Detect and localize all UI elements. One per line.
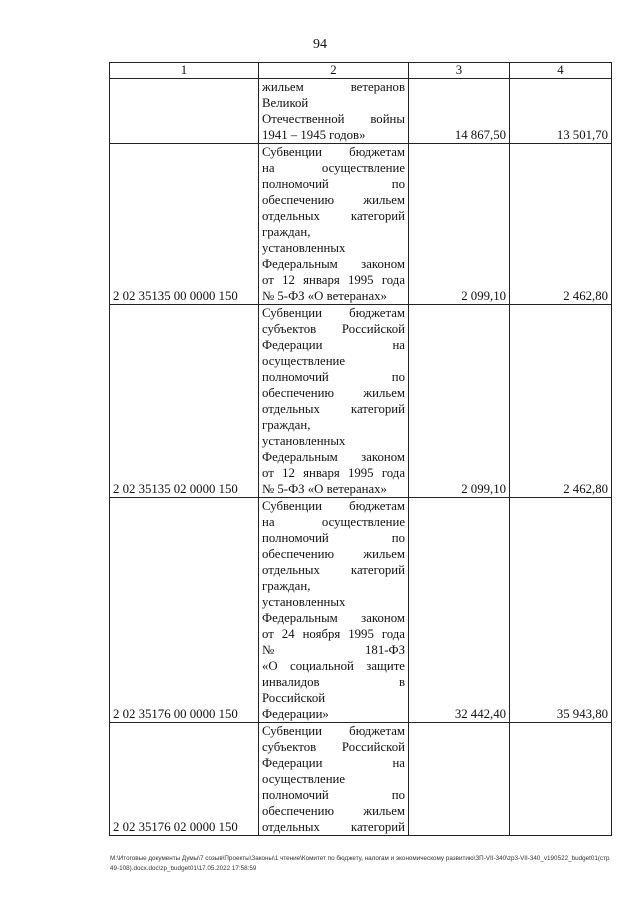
amount-col3-cell: 2 099,10	[409, 144, 510, 305]
description-cell	[259, 723, 409, 836]
description-line: отдельных категорий	[262, 402, 405, 416]
description-line: установленных	[262, 434, 346, 448]
amount-col3-cell	[409, 723, 510, 836]
table-body	[110, 79, 612, 836]
description-line: полномочий по	[262, 370, 405, 384]
description-line: обеспечению жильем	[262, 547, 405, 561]
description-line: Федеральным законом	[262, 611, 405, 625]
budget-table	[109, 62, 612, 836]
description-line: инвалидов в	[262, 675, 405, 689]
amount-col3-cell: 14 867,50	[409, 79, 510, 144]
table-row	[110, 498, 612, 723]
amount-col4-cell: 2 462,80	[510, 305, 612, 498]
description-line: № 181-ФЗ	[262, 643, 405, 657]
description-line: «О социальной защите	[262, 659, 405, 673]
description-line: граждан,	[262, 225, 311, 239]
description-line: на осуществление	[262, 161, 405, 175]
description-line: субъектов Российской	[262, 740, 405, 754]
budget-code-cell: 2 02 35135 00 0000 150	[110, 144, 259, 305]
description-line: отдельных категорий	[262, 209, 405, 223]
description-line: граждан,	[262, 418, 311, 432]
description-line: Российской	[262, 691, 326, 705]
description-line: 1941 – 1945 годов»	[262, 128, 366, 142]
description-line: Субвенции бюджетам	[262, 145, 405, 159]
budget-code-cell: 2 02 35176 00 0000 150	[110, 498, 259, 723]
description-line: полномочий по	[262, 788, 405, 802]
table-row	[110, 79, 612, 144]
description-line: полномочий по	[262, 531, 405, 545]
description-line: отдельных категорий	[262, 563, 405, 577]
description-line: Великой	[262, 96, 309, 110]
amount-col4-cell: 2 462,80	[510, 144, 612, 305]
description-line: обеспечению жильем	[262, 804, 405, 818]
description-line: установленных	[262, 595, 346, 609]
description-line: обеспечению жильем	[262, 386, 405, 400]
description-cell	[259, 305, 409, 498]
description-line: от 12 января 1995 года	[262, 273, 405, 287]
column-header-3: 3	[409, 63, 510, 79]
description-line: № 5-ФЗ «О ветеранах»	[262, 289, 387, 303]
budget-code-cell: 2 02 35176 02 0000 150	[110, 723, 259, 836]
description-line: от 24 ноября 1995 года	[262, 627, 405, 641]
description-line: Федерации на	[262, 338, 405, 352]
amount-col4-cell	[510, 723, 612, 836]
amount-col4-cell: 35 943,80	[510, 498, 612, 723]
table-row	[110, 723, 612, 836]
column-header-4: 4	[510, 63, 612, 79]
description-line: Субвенции бюджетам	[262, 499, 405, 513]
table-header-row	[110, 63, 612, 79]
description-line: обеспечению жильем	[262, 193, 405, 207]
description-line: граждан,	[262, 579, 311, 593]
description-line: Федерации на	[262, 756, 405, 770]
description-line: от 12 января 1995 года	[262, 466, 405, 480]
column-header-2: 2	[259, 63, 409, 79]
description-line: Федеральным законом	[262, 257, 405, 271]
description-line: на осуществление	[262, 515, 405, 529]
table-row	[110, 305, 612, 498]
description-line: Федеральным законом	[262, 450, 405, 464]
description-cell	[259, 79, 409, 144]
description-line: Федерации»	[262, 707, 329, 721]
description-line: жильем ветеранов	[262, 80, 405, 94]
description-cell	[259, 144, 409, 305]
amount-col4-cell: 13 501,70	[510, 79, 612, 144]
amount-col3-cell: 2 099,10	[409, 305, 510, 498]
description-line: Субвенции бюджетам	[262, 724, 405, 738]
description-line: отдельных категорий	[262, 820, 405, 834]
budget-code-cell	[110, 79, 259, 144]
description-line: установленных	[262, 241, 346, 255]
description-line: № 5-ФЗ «О ветеранах»	[262, 482, 387, 496]
column-header-1: 1	[110, 63, 259, 79]
table-row	[110, 144, 612, 305]
description-line: субъектов Российской	[262, 322, 405, 336]
description-line: Отечественной войны	[262, 112, 405, 126]
description-line: полномочий по	[262, 177, 405, 191]
file-path-footer: М:\Итоговые документы Думы\7 созыв\Проекты\Законы\1 чтение\Комитет по бюджету, налогам и экономическому развитию\ЗП-VII-340\zp3-VII-340_v190522_budget01(стр49-108).docx.doc\zp_budget01\17.05.2022 17:58:59	[110, 855, 610, 872]
page-number: 94	[313, 37, 327, 52]
description-line: осуществление	[262, 772, 346, 786]
amount-col3-cell: 32 442,40	[409, 498, 510, 723]
budget-code-cell: 2 02 35135 02 0000 150	[110, 305, 259, 498]
description-line: Субвенции бюджетам	[262, 306, 405, 320]
description-line: осуществление	[262, 354, 346, 368]
description-cell	[259, 498, 409, 723]
